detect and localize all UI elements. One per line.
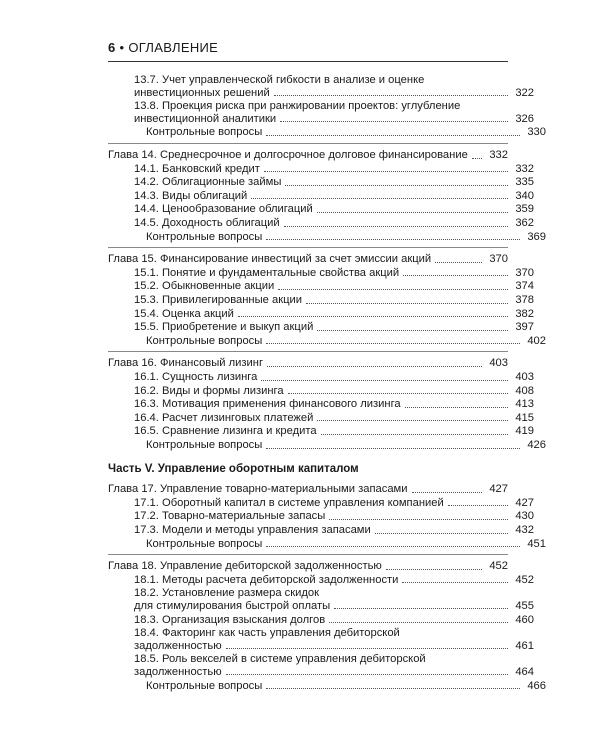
toc-page-number: 402 [527,334,546,347]
toc-section[interactable] [108,411,534,425]
dot-leader [375,533,508,534]
toc-section[interactable] [108,321,534,334]
toc-section[interactable] [108,307,534,321]
toc-entry-title: 15.1. Понятие и фундаментальные свойства акций [134,266,400,279]
toc-section[interactable] [108,176,534,189]
toc-entry-title: для стимулирования быстрой оплаты [134,599,331,612]
toc-entry-title: задолженностью [134,665,222,678]
toc-entry-title: Глава 15. Финансирование инвестиций за счет эмиссии акций [108,253,432,266]
toc-page-number: 426 [527,439,546,451]
toc-section[interactable] [108,398,534,411]
toc-entry-title: 13.7. Учет управленческой гибкости в анализе и оценке [134,74,425,86]
dot-leader [278,289,508,290]
toc-page-number: 430 [515,510,534,523]
dot-leader [264,171,508,172]
toc-page-number: 362 [515,217,534,229]
toc-section[interactable] [108,573,534,587]
toc-section[interactable] [108,613,534,627]
dot-leader [317,212,508,213]
toc-review-questions[interactable] [108,679,546,693]
toc-page-number: 415 [515,411,534,424]
toc-section[interactable] [108,371,534,384]
toc-page-number: 427 [515,496,534,509]
dot-leader [306,303,508,304]
toc-entry-title: Глава 14. Среднесрочное и долгосрочное долговое финансирование [108,149,468,161]
toc-section[interactable] [108,217,534,230]
toc-chapter[interactable] [108,253,508,266]
toc-entry-title: 14.2. Облигационные займы [134,176,282,189]
toc-page-number: 455 [515,599,534,612]
section-divider [108,143,508,144]
toc-review-questions[interactable] [108,439,546,452]
dot-leader [448,505,508,506]
toc-page-number: 369 [527,230,546,243]
dot-leader [266,343,520,344]
section-divider [108,554,508,555]
toc-entry-title: 15.5. Приобретение и выкуп акций [134,321,314,334]
toc-page-number: 359 [515,203,534,216]
toc-section[interactable] [108,510,534,523]
toc-entry-title: 14.4. Ценообразование облигаций [134,203,313,216]
running-header [108,40,508,60]
dot-leader [280,121,508,122]
toc-page-number: 332 [515,162,534,175]
toc-review-questions[interactable] [108,334,546,348]
toc-page-number: 452 [489,560,508,573]
dot-leader [285,185,508,186]
dot-leader [266,239,520,240]
toc-page-number: 413 [515,398,534,411]
toc-page-number: 332 [489,149,508,161]
dot-leader [403,275,508,276]
toc-entry-title: задолженностью [134,639,222,652]
dot-leader [405,407,508,408]
page-number: 6 [108,40,116,55]
toc-page-number: 382 [515,307,534,320]
section-divider [108,247,508,248]
dot-leader [251,198,508,199]
dot-leader [386,569,482,570]
dot-leader [321,434,508,435]
toc-entry-title: 17.3. Модели и методы управления запасами [134,524,371,536]
toc-entry-title: инвестиционной аналитики [134,112,277,125]
dot-leader [226,648,508,649]
toc-entry-title: 16.4. Расчет лизинговых платежей [134,411,314,424]
toc-section[interactable] [108,627,534,652]
toc-chapter[interactable] [108,560,508,573]
toc-section[interactable] [108,425,534,438]
toc-section[interactable] [108,294,534,307]
toc-chapter[interactable] [108,149,508,162]
toc-page-number: 330 [527,126,546,139]
toc-section[interactable] [108,587,534,612]
toc-page-number: 370 [515,266,534,279]
toc-entry-title: Контрольные вопросы [146,230,263,243]
dot-leader [317,330,508,331]
toc-entry-title: Контрольные вопросы [146,439,263,451]
toc-page-number: 322 [515,86,534,99]
toc-section[interactable] [108,280,534,293]
toc-entry-title: 14.1. Банковский кредит [134,162,260,175]
dot-leader [472,158,482,159]
toc-page-number: 326 [515,112,534,125]
toc-section[interactable] [108,74,534,99]
toc-entry-title: 15.3. Привилегированные акции [134,294,303,306]
toc-page-number: 451 [527,537,546,550]
dot-leader [402,582,508,583]
toc-entry-title: 16.3. Мотивация применения финансового лизинга [134,398,401,411]
toc-section[interactable] [108,162,534,176]
toc-page-number: 461 [515,639,534,652]
toc-page-number: 374 [515,280,534,293]
dot-leader [261,380,508,381]
toc-entry-title: 13.8. Проекция риска при ранжировании проектов: углубление [134,100,461,113]
toc-review-questions[interactable] [108,230,546,244]
header-rule [108,61,508,62]
dot-leader [334,608,508,609]
toc-review-questions[interactable] [108,537,546,551]
toc-chapter[interactable] [108,357,508,370]
toc-section[interactable] [108,100,534,125]
toc-entry-title: 17.1. Оборотный капитал в системе управления компанией [134,496,444,509]
toc-page-number: 408 [515,384,534,397]
toc-page-number: 397 [515,321,534,334]
dot-leader [317,420,508,421]
toc-page-number: 335 [515,176,534,189]
dot-leader [267,366,482,367]
toc-page-number: 464 [515,665,534,678]
toc-entry-title: 18.2. Установление размера скидок [134,587,320,600]
toc-entry-title: Глава 18. Управление дебиторской задолженностью [108,560,382,573]
toc-entry-title: Контрольные вопросы [146,334,263,347]
toc-page-number: 340 [515,189,534,202]
toc-entry-title: Контрольные вопросы [146,537,263,550]
toc-section[interactable] [108,384,534,398]
toc-entry-title: Глава 17. Управление товарно-материальными запасами [108,483,408,496]
dot-leader [266,448,520,449]
toc-entry-title: 14.3. Виды облигаций [134,189,248,202]
dot-leader [266,688,520,689]
header-title: ОГЛАВЛЕНИЕ [128,40,219,55]
toc-entry-title: 14.5. Доходность облигаций [134,217,280,229]
toc-entry-title: 18.3. Организация взыскания долгов [134,613,326,626]
toc-entry-title: Глава 16. Финансовый лизинг [108,357,264,370]
toc-page-number: 378 [515,294,534,306]
header-bullet: • [119,40,125,55]
dot-leader [274,95,508,96]
section-divider [108,351,508,352]
toc-entry-title: 18.4. Факторинг как часть управления дебиторской [134,627,400,640]
toc-entry-title: 16.5. Сравнение лизинга и кредита [134,425,317,438]
dot-leader [238,316,508,317]
toc-entry-title: Контрольные вопросы [146,679,263,692]
dot-leader [226,674,508,675]
toc-entry-title: 17.2. Товарно-материальные запасы [134,510,326,523]
toc-page-number: 370 [489,253,508,266]
toc-section[interactable] [108,524,534,537]
dot-leader [435,262,482,263]
toc-entry-title: 18.1. Методы расчета дебиторской задолженности [134,573,399,586]
toc-page-number: 432 [515,524,534,536]
toc-entry-title: 16.1. Сущность лизинга [134,371,258,383]
part-heading: Часть V. Управление оборотным капиталом [108,462,359,475]
dot-leader [329,519,508,520]
toc-chapter[interactable] [108,483,508,496]
toc-entry-title: 15.2. Обыкновенные акции [134,280,275,293]
toc-entry-title: 15.4. Оценка акций [134,307,234,320]
toc-page-number: 403 [515,371,534,383]
toc-section[interactable] [108,203,534,216]
toc-section[interactable] [108,653,534,678]
toc-page-number: 427 [489,483,508,496]
toc-page-number: 452 [515,573,534,586]
toc-section[interactable] [108,189,534,203]
dot-leader [412,492,483,493]
toc-review-questions[interactable] [108,126,546,139]
toc-entry-title: инвестиционных решений [134,86,270,99]
toc-entry-title: 16.2. Виды и формы лизинга [134,384,284,397]
dot-leader [329,622,508,623]
toc-page-number: 460 [515,613,534,626]
toc-entry-title: Контрольные вопросы [146,126,263,139]
dot-leader [266,546,520,547]
dot-leader [266,135,520,136]
toc-section[interactable] [108,266,534,280]
toc-page-number: 403 [489,357,508,370]
toc-page-number: 466 [527,679,546,692]
toc-page-number: 419 [515,425,534,438]
dot-leader [284,226,508,227]
dot-leader [288,393,508,394]
toc-section[interactable] [108,496,534,510]
toc-entry-title: 18.5. Роль векселей в системе управления дебиторской [134,653,426,666]
